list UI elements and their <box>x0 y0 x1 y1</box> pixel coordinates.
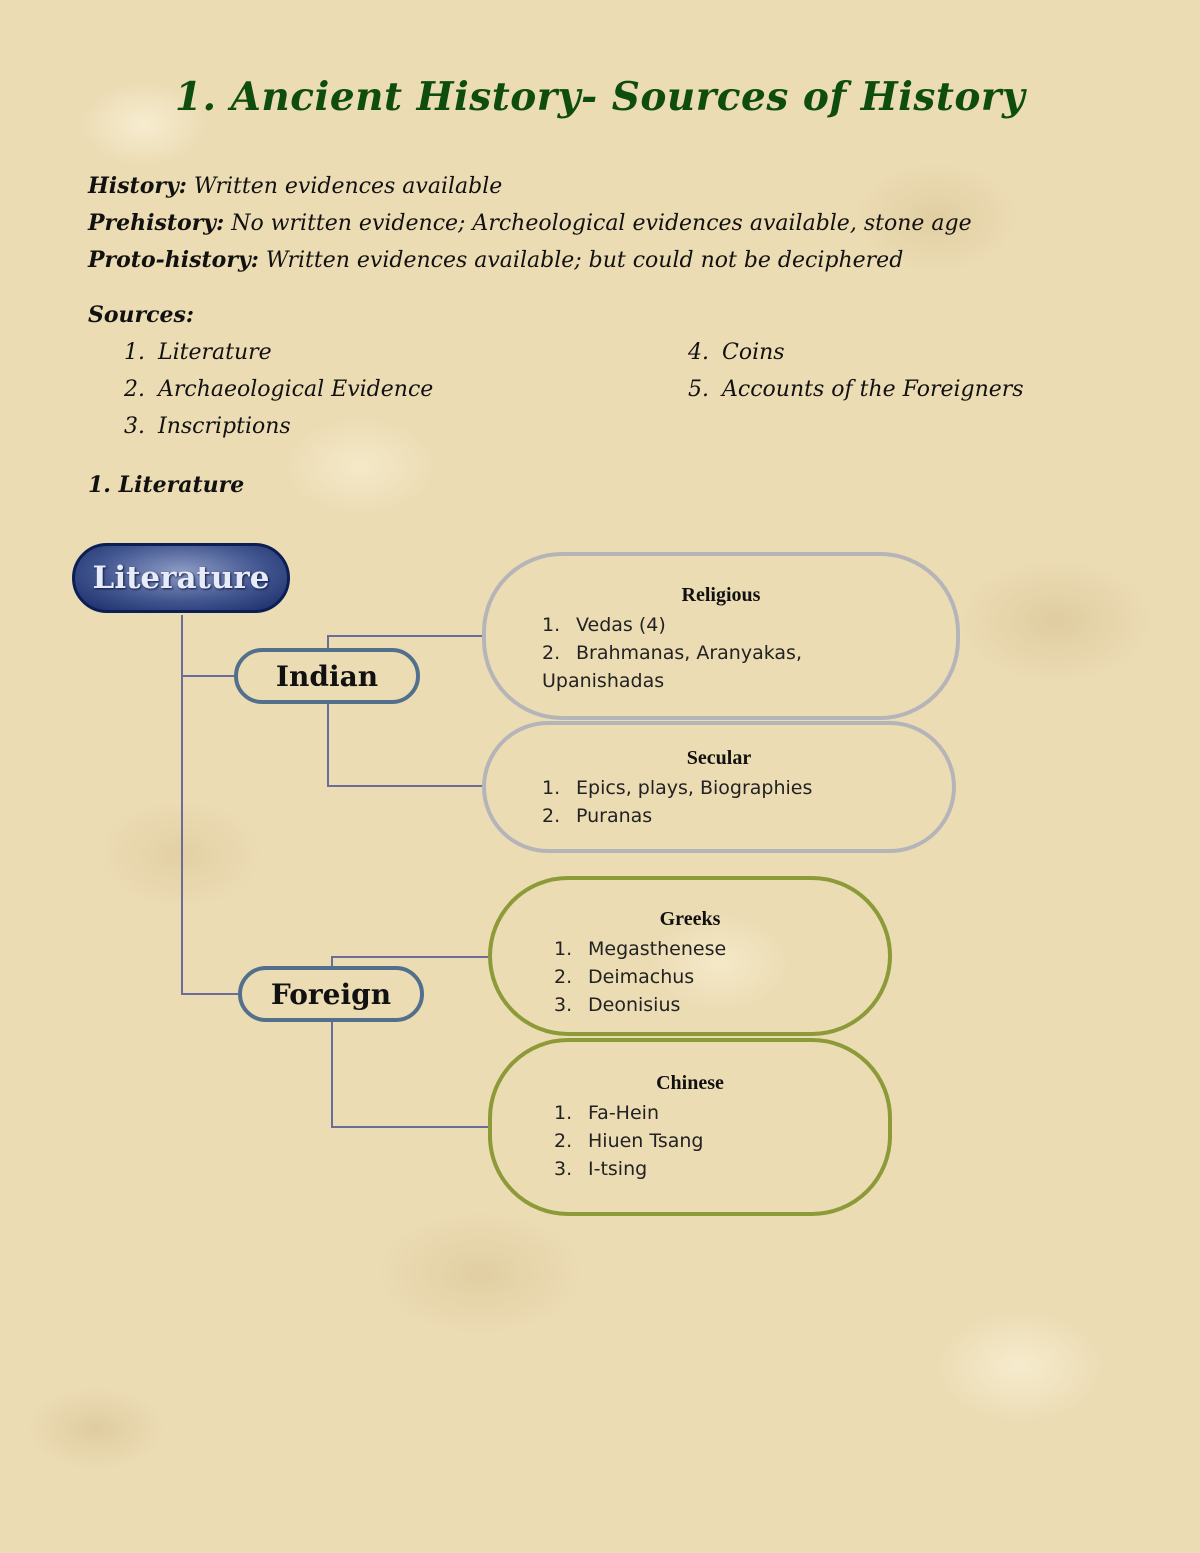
item-text: I-tsing <box>588 1158 648 1180</box>
list-item <box>542 774 952 802</box>
list-item <box>554 1155 888 1183</box>
list-item <box>554 935 888 963</box>
item-text: Deonisius <box>588 994 681 1016</box>
item-number: 1. <box>554 1102 573 1124</box>
group-title: Greeks <box>659 908 721 930</box>
list-item <box>542 611 956 639</box>
source-label: Inscriptions <box>158 414 291 439</box>
list-item <box>554 1127 888 1155</box>
group-list <box>542 774 952 830</box>
group-list <box>554 935 888 1019</box>
source-label: Archaeological Evidence <box>158 377 434 402</box>
source-number: 2. <box>124 377 145 402</box>
group-list <box>542 611 956 695</box>
source-number: 5. <box>688 377 709 402</box>
diagram-root-literature: Literature <box>72 543 290 613</box>
item-number: 1. <box>542 777 561 799</box>
branch-foreign: Foreign <box>238 966 424 1022</box>
item-text: Fa-Hein <box>588 1102 659 1124</box>
group-list <box>554 1099 888 1183</box>
item-number: 2. <box>554 1130 573 1152</box>
group-religious <box>482 552 960 720</box>
group-chinese <box>488 1038 892 1216</box>
definition-text: Written evidences available <box>186 174 503 199</box>
item-text: Megasthenese <box>588 938 727 960</box>
item-text: Brahmanas, Aranyakas, <box>576 642 802 664</box>
sources-heading: Sources: <box>88 302 195 328</box>
group-title: Secular <box>686 747 752 769</box>
item-text: Puranas <box>576 805 653 827</box>
source-label: Accounts of the Foreigners <box>722 377 1024 402</box>
connector-root-indian <box>182 615 236 676</box>
group-title: Religious <box>681 584 761 606</box>
item-text: Deimachus <box>588 966 695 988</box>
connector-foreign-chinese <box>332 1021 490 1127</box>
item-number: 2. <box>542 642 561 664</box>
list-item-continuation: Upanishadas <box>542 670 665 692</box>
definition-term: History: <box>88 173 187 199</box>
list-item <box>554 963 888 991</box>
definition-text: No written evidence; Archeological evidences available, stone age <box>224 211 972 236</box>
item-number: 3. <box>554 994 573 1016</box>
source-number: 1. <box>124 340 145 365</box>
connector-root-foreign <box>182 676 240 994</box>
group-greeks <box>488 876 892 1036</box>
item-number: 1. <box>554 938 573 960</box>
group-secular <box>482 721 956 853</box>
group-title: Chinese <box>656 1072 724 1094</box>
list-item <box>542 639 956 667</box>
item-text: Epics, plays, Biographies <box>576 777 813 799</box>
connector-indian-secular <box>328 704 484 786</box>
item-number: 2. <box>542 805 561 827</box>
item-number: 3. <box>554 1158 573 1180</box>
definition-text: Written evidences available; but could not be deciphered <box>258 248 904 273</box>
source-number: 4. <box>688 340 709 365</box>
page-title: 1. Ancient History- Sources of History <box>174 74 1026 120</box>
definition-term: Proto-history: <box>88 247 259 273</box>
item-number: 1. <box>542 614 561 636</box>
item-text: Vedas (4) <box>576 614 666 636</box>
item-text: Hiuen Tsang <box>588 1130 704 1152</box>
branch-indian: Indian <box>234 648 420 704</box>
list-item <box>554 1099 888 1127</box>
definition-term: Prehistory: <box>88 210 225 236</box>
section-heading: 1. Literature <box>88 472 245 498</box>
list-item <box>554 991 888 1019</box>
item-number: 2. <box>554 966 573 988</box>
source-label: Literature <box>158 340 272 365</box>
source-label: Coins <box>722 340 785 365</box>
list-item <box>542 802 952 830</box>
source-number: 3. <box>124 414 145 439</box>
